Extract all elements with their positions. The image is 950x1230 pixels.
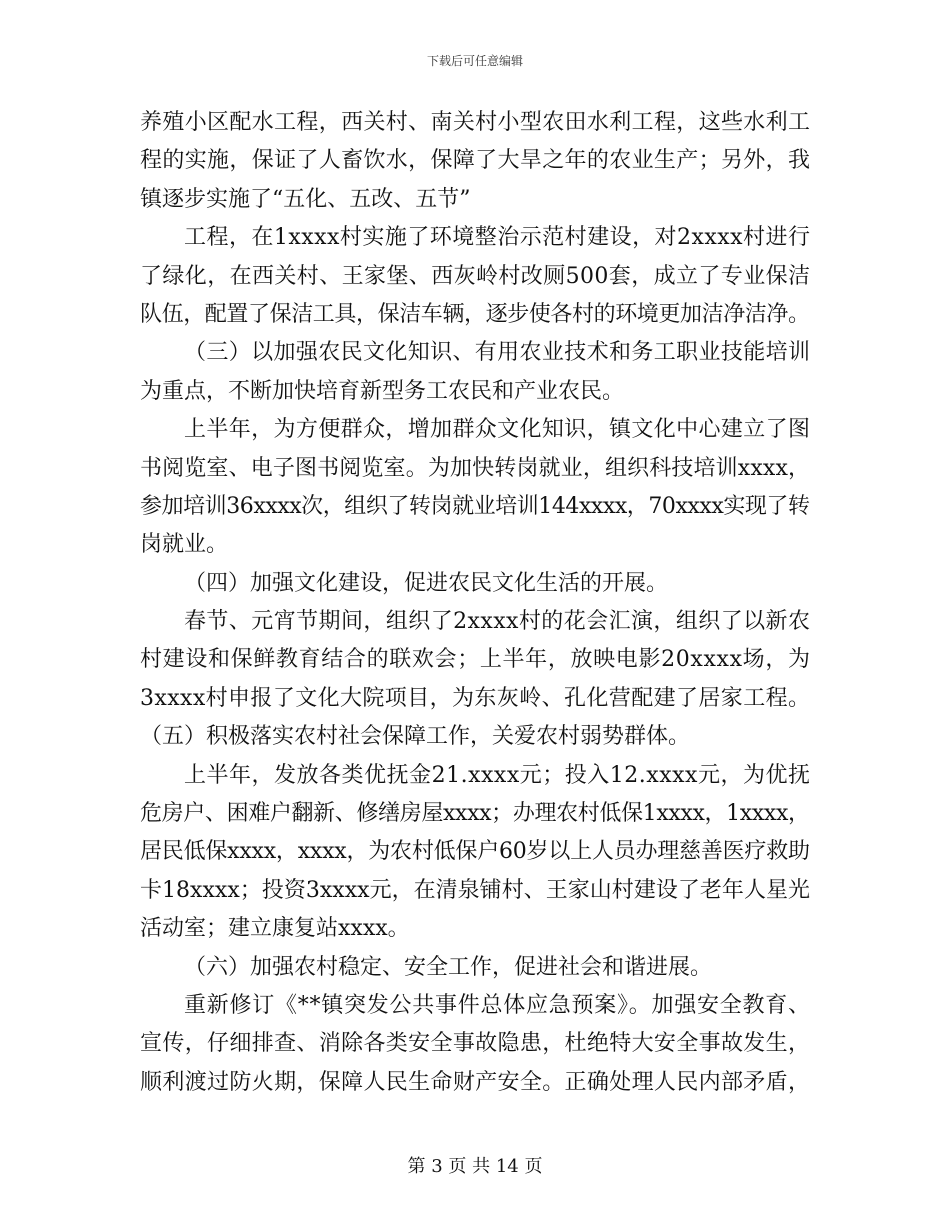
text-line: （五）积极落实农村社会保障工作，关爱农村弱势群体。 [140,724,691,750]
text-line: 3xxxx村申报了文化大院项目，为东灰岭、孔化营配建了居家工程。 [140,685,811,711]
text-line: 工程，在1xxxx村实施了环境整治示范村建设，对2xxxx村进行 [184,225,811,251]
text-line: 岗就业。 [140,532,229,558]
text-line: 程的实施，保证了人畜饮水，保障了大旱之年的农业生产；另外，我 [140,148,811,174]
text-line: 居民低保xxxx，xxxx，为农村低保户60岁以上人员办理慈善医疗救助 [140,839,810,865]
text-line: 重新修订《**镇突发公共事件总体应急预案》。加强安全教育、 [184,992,811,1018]
text-line: 养殖小区配水工程，西关村、南关村小型农田水利工程，这些水利工 [140,110,811,135]
page-header: 下载后可任意编辑 [426,54,523,68]
text-line: 春节、元宵节期间，组织了2xxxx村的花会汇演，组织了以新农 [184,609,811,635]
text-line: 上半年，发放各类优抚金21.xxxx元；投入12.xxxx元，为优抚 [184,762,811,788]
text-line: （六）加强农村稳定、安全工作，促进社会和谐进展。 [184,954,713,980]
text-line: 为重点，不断加快培育新型务工农民和产业农民。 [140,378,625,404]
text-line: 活动室；建立康复站xxxx。 [140,916,410,942]
text-line: 宣传，仔细排查、消除各类安全事故隐患，杜绝特大安全事故发生， [140,1031,811,1057]
page-footer: 第 3 页 共 14 页 [407,1156,543,1177]
document-body [140,104,810,1102]
text-line: 书阅览室、电子图书阅览室。为加快转岗就业，组织科技培训xxxx， [140,455,811,481]
text-line: 危房户、困难户翻新、修缮房屋xxxx；办理农村低保1xxxx，1xxxx， [140,801,810,827]
text-line: 参加培训36xxxx次，组织了转岗就业培训144xxxx，70xxxx实现了转 [140,493,810,519]
text-line: （四）加强文化建设，促进农民文化生活的开展。 [184,570,669,596]
text-line: 卡18xxxx；投资3xxxx元，在清泉铺村、王家山村建设了老年人星光 [140,877,811,903]
text-line: 镇逐步实施了“五化、五改、五节” [140,186,471,212]
text-line: 队伍，配置了保洁工具，保洁车辆，逐步使各村的环境更加洁净洁净。 [140,301,810,327]
text-line: 顺利渡过防火期，保障人民生命财产安全。正确处理人民内部矛盾， [140,1069,811,1095]
text-line: （三）以加强农民文化知识、有用农业技术和务工职业技能培训 [184,340,811,366]
text-line: 上半年，为方便群众，增加群众文化知识，镇文化中心建立了图 [184,417,811,443]
text-line: 村建设和保鲜教育结合的联欢会；上半年，放映电影20xxxx场，为 [140,647,811,673]
text-line: 了绿化，在西关村、王家堡、西灰岭村改厕500套，成立了专业保洁 [140,263,811,289]
